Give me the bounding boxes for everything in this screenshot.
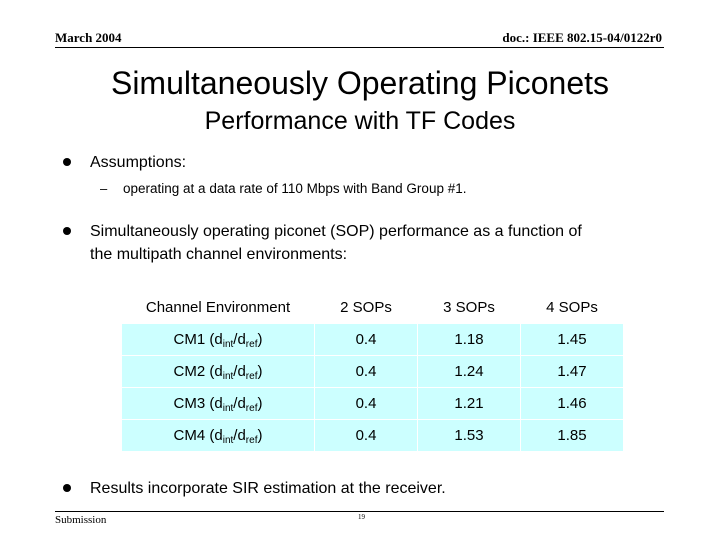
sop-table — [121, 291, 623, 451]
value-cell: 1.18 — [418, 324, 521, 356]
value-cell: 1.21 — [418, 388, 521, 420]
value-cell: 1.85 — [521, 420, 624, 452]
ratio-close: ) — [257, 331, 263, 348]
ratio-sub: int — [222, 371, 234, 382]
column-header: 4 SOPs — [521, 292, 624, 324]
header-doc-id: doc.: IEEE 802.15-04/0122r0 — [502, 30, 662, 45]
footer-rule — [55, 511, 664, 512]
channel-model: CM4 — [173, 427, 206, 444]
ratio-open: (d — [209, 395, 223, 412]
ratio-open: (d — [209, 331, 223, 348]
header-date: March 2004 — [55, 30, 122, 45]
ratio-sub: int — [222, 435, 234, 446]
bullet-sir-estimation: Results incorporate SIR estimation at the receiver. — [90, 480, 446, 497]
footer-submission: Submission — [55, 514, 107, 526]
bullet-line: the multipath channel environments: — [90, 246, 348, 263]
ratio-slash: /d — [233, 395, 246, 412]
value-cell: 1.24 — [418, 356, 521, 388]
ratio-open: (d — [209, 427, 223, 444]
value-cell: 0.4 — [315, 324, 418, 356]
ratio-slash: /d — [233, 427, 246, 444]
ratio-open: (d — [209, 363, 223, 380]
table-row — [122, 420, 624, 452]
ratio-close: ) — [257, 427, 263, 444]
channel-environment-cell — [122, 388, 315, 420]
bullet-sop-performance — [90, 220, 690, 266]
channel-environment-cell — [122, 420, 315, 452]
sub-bullet-data-rate: operating at a data rate of 110 Mbps with Band Group #1. — [123, 181, 467, 196]
ratio-sub: ref — [245, 403, 258, 414]
column-header: 3 SOPs — [418, 292, 521, 324]
value-cell: 1.45 — [521, 324, 624, 356]
ratio-close: ) — [257, 363, 263, 380]
channel-model: CM1 — [173, 331, 206, 348]
ratio-slash: /d — [233, 363, 246, 380]
slide-title: Simultaneously Operating Piconets — [110, 65, 610, 101]
column-header: 2 SOPs — [315, 292, 418, 324]
table-row — [122, 324, 624, 356]
value-cell: 1.53 — [418, 420, 521, 452]
value-cell: 1.46 — [521, 388, 624, 420]
sub-bullet-dash: – — [100, 181, 108, 196]
column-header: Channel Environment — [122, 292, 315, 324]
header-rule — [55, 47, 664, 48]
bullet-dot — [63, 484, 71, 492]
ratio-sub: ref — [245, 371, 258, 382]
table-header-row — [122, 292, 624, 324]
bullet-dot — [63, 227, 71, 235]
bullet-line: Simultaneously operating piconet (SOP) performance as a function of — [90, 223, 582, 240]
bullet-assumptions: Assumptions: — [90, 154, 187, 171]
page-number: 19 — [358, 513, 365, 521]
bullet-dot — [63, 158, 71, 166]
channel-environment-cell — [122, 324, 315, 356]
table-row — [122, 388, 624, 420]
ratio-slash: /d — [233, 331, 246, 348]
table-row — [122, 356, 624, 388]
ratio-sub: ref — [245, 435, 258, 446]
channel-model: CM2 — [173, 363, 206, 380]
slide-subtitle: Performance with TF Codes — [204, 107, 516, 135]
ratio-sub: int — [222, 403, 234, 414]
ratio-sub: ref — [245, 339, 258, 350]
value-cell: 1.47 — [521, 356, 624, 388]
ratio-close: ) — [257, 395, 263, 412]
value-cell: 0.4 — [315, 356, 418, 388]
value-cell: 0.4 — [315, 388, 418, 420]
ratio-sub: int — [222, 339, 234, 350]
channel-environment-cell — [122, 356, 315, 388]
channel-model: CM3 — [173, 395, 206, 412]
value-cell: 0.4 — [315, 420, 418, 452]
